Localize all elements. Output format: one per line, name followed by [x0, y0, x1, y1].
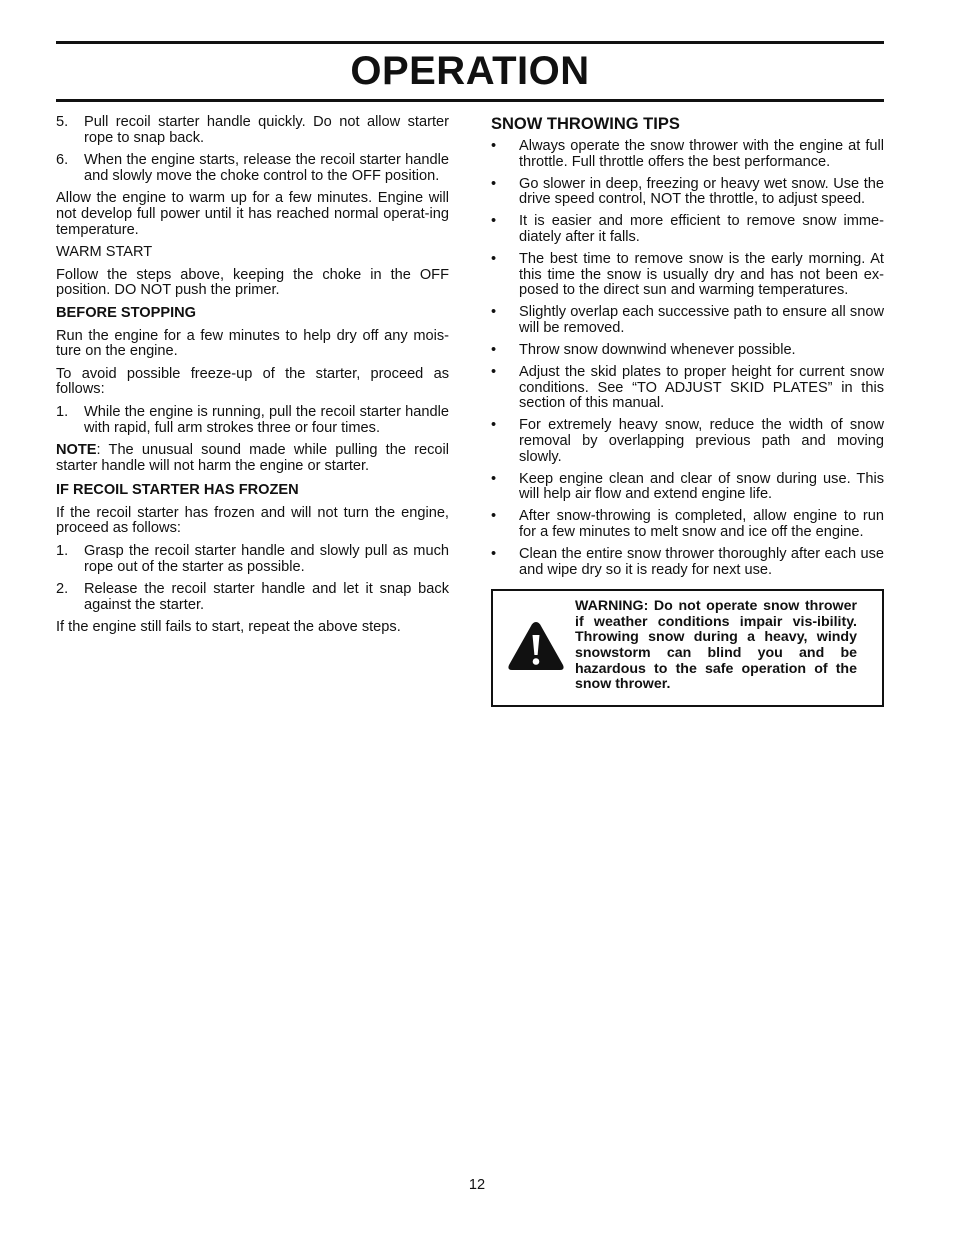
tip-text: Keep engine clean and clear of snow during use. This will help air flow and extend engine life.	[519, 470, 884, 503]
step-number: 1.	[56, 543, 69, 560]
tip-text: Clean the entire snow thrower thoroughly after each use and wipe dry so it is ready for next use.	[519, 546, 884, 578]
left-column	[56, 115, 449, 643]
tip-text: Slightly overlap each successive path to ensure all snow will be removed.	[519, 304, 884, 336]
bullet: •	[491, 546, 497, 563]
tip-item	[491, 252, 884, 299]
bullet: •	[491, 213, 497, 230]
page-number: 12	[468, 1177, 486, 1193]
tip-text: Adjust the skid plates to proper height for current snow conditions. See “TO ADJUST SKID PLATES” in this section of this manual.	[519, 364, 884, 412]
tip-item	[491, 509, 884, 540]
step-item	[56, 115, 449, 146]
note-text: : The unusual sound made while pulling the recoil starter handle will not harm the engine or starter.	[56, 442, 449, 474]
note-label: NOTE	[56, 442, 97, 459]
header-rule-top	[56, 41, 884, 44]
frozen-intro-paragraph: If the recoil starter has frozen and will not turn the engine, proceed as follows:	[56, 504, 449, 537]
freeze-up-paragraph: To avoid possible freeze-up of the starter, proceed as follows:	[56, 365, 449, 398]
bullet: •	[491, 470, 497, 487]
bullet: •	[491, 304, 497, 321]
frozen-closing-paragraph: If the engine still fails to start, repeat the above steps.	[56, 619, 401, 636]
bullet: •	[491, 508, 497, 525]
before-stopping-heading: BEFORE STOPPING	[56, 304, 197, 321]
step-text: Grasp the recoil starter handle and slowly pull as much rope out of the starter as possible.	[84, 543, 449, 575]
tip-item	[491, 472, 884, 503]
bullet: •	[491, 138, 497, 154]
tip-text: Throw snow downwind whenever possible.	[519, 342, 796, 359]
tip-text: The best time to remove snow is the early morning. At this time the snow is usually dry and has not been ex-posed to the direct sun and warming temperatures.	[519, 251, 884, 299]
step-number: 6.	[56, 152, 69, 169]
header-rule-bottom	[56, 99, 884, 102]
tip-item	[491, 418, 884, 465]
tip-item	[491, 343, 884, 359]
tip-item	[491, 547, 884, 578]
step-text: Pull recoil starter handle quickly. Do not allow starter rope to snap back.	[84, 114, 449, 146]
step-number: 1.	[56, 403, 69, 420]
bullet: •	[491, 175, 497, 192]
step-item	[56, 153, 449, 184]
tips-list	[491, 139, 884, 578]
warning-box	[491, 589, 884, 707]
tip-text: Go slower in deep, freezing or heavy wet snow. Use the drive speed control, NOT the throttle, to adjust speed.	[519, 175, 884, 208]
warm-start-paragraph: Follow the steps above, keeping the choke in the OFF position. DO NOT push the primer.	[56, 266, 449, 299]
bullet: •	[491, 251, 497, 268]
page-title: OPERATION	[350, 49, 590, 93]
bullet: •	[491, 342, 497, 359]
tip-text: For extremely heavy snow, reduce the width of snow removal by overlapping previous path and moving slowly.	[519, 417, 884, 465]
step-number: 2.	[56, 581, 69, 598]
note-paragraph	[56, 443, 449, 474]
step-item	[56, 405, 449, 436]
tip-item	[491, 305, 884, 336]
tip-item	[491, 177, 884, 208]
warning-triangle-icon	[506, 619, 566, 673]
tip-text: It is easier and more efficient to remove snow imme-diately after it falls.	[519, 213, 884, 245]
tip-text: After snow-throwing is completed, allow engine to run for a few minutes to melt snow and ice off the engine.	[519, 508, 884, 540]
step-item	[56, 544, 449, 575]
snow-tips-heading: SNOW THROWING TIPS	[491, 115, 680, 133]
tip-item	[491, 214, 884, 245]
step-number: 5.	[56, 114, 69, 130]
warning-text: WARNING: Do not operate snow thrower if weather conditions impair vis-ibility. Throwing snow during a heavy, windy snowstorm can blind you and be hazardous to the safe operation of the snow thrower.	[575, 598, 857, 693]
warm-up-paragraph: Allow the engine to warm up for a few minutes. Engine will not develop full power until it has reached normal operat-ing temperature.	[56, 190, 449, 238]
step-text: While the engine is running, pull the recoil starter handle with rapid, full arm strokes three or four times.	[84, 403, 449, 436]
before-stopping-paragraph: Run the engine for a few minutes to help dry off any mois-ture on the engine.	[56, 327, 449, 360]
warm-start-label: WARM START	[56, 244, 153, 261]
tip-text: Always operate the snow thrower with the engine at full throttle. Full throttle offers the best performance.	[519, 138, 884, 170]
tip-item	[491, 365, 884, 412]
step-text: When the engine starts, release the recoil starter handle and slowly move the choke control to the OFF position.	[84, 152, 449, 184]
step-text: Release the recoil starter handle and let it snap back against the starter.	[84, 581, 449, 613]
bullet: •	[491, 364, 497, 381]
step-item	[56, 582, 449, 613]
right-column	[491, 115, 884, 707]
frozen-starter-heading: IF RECOIL STARTER HAS FROZEN	[56, 482, 299, 499]
bullet: •	[491, 417, 497, 434]
tip-item	[491, 139, 884, 170]
